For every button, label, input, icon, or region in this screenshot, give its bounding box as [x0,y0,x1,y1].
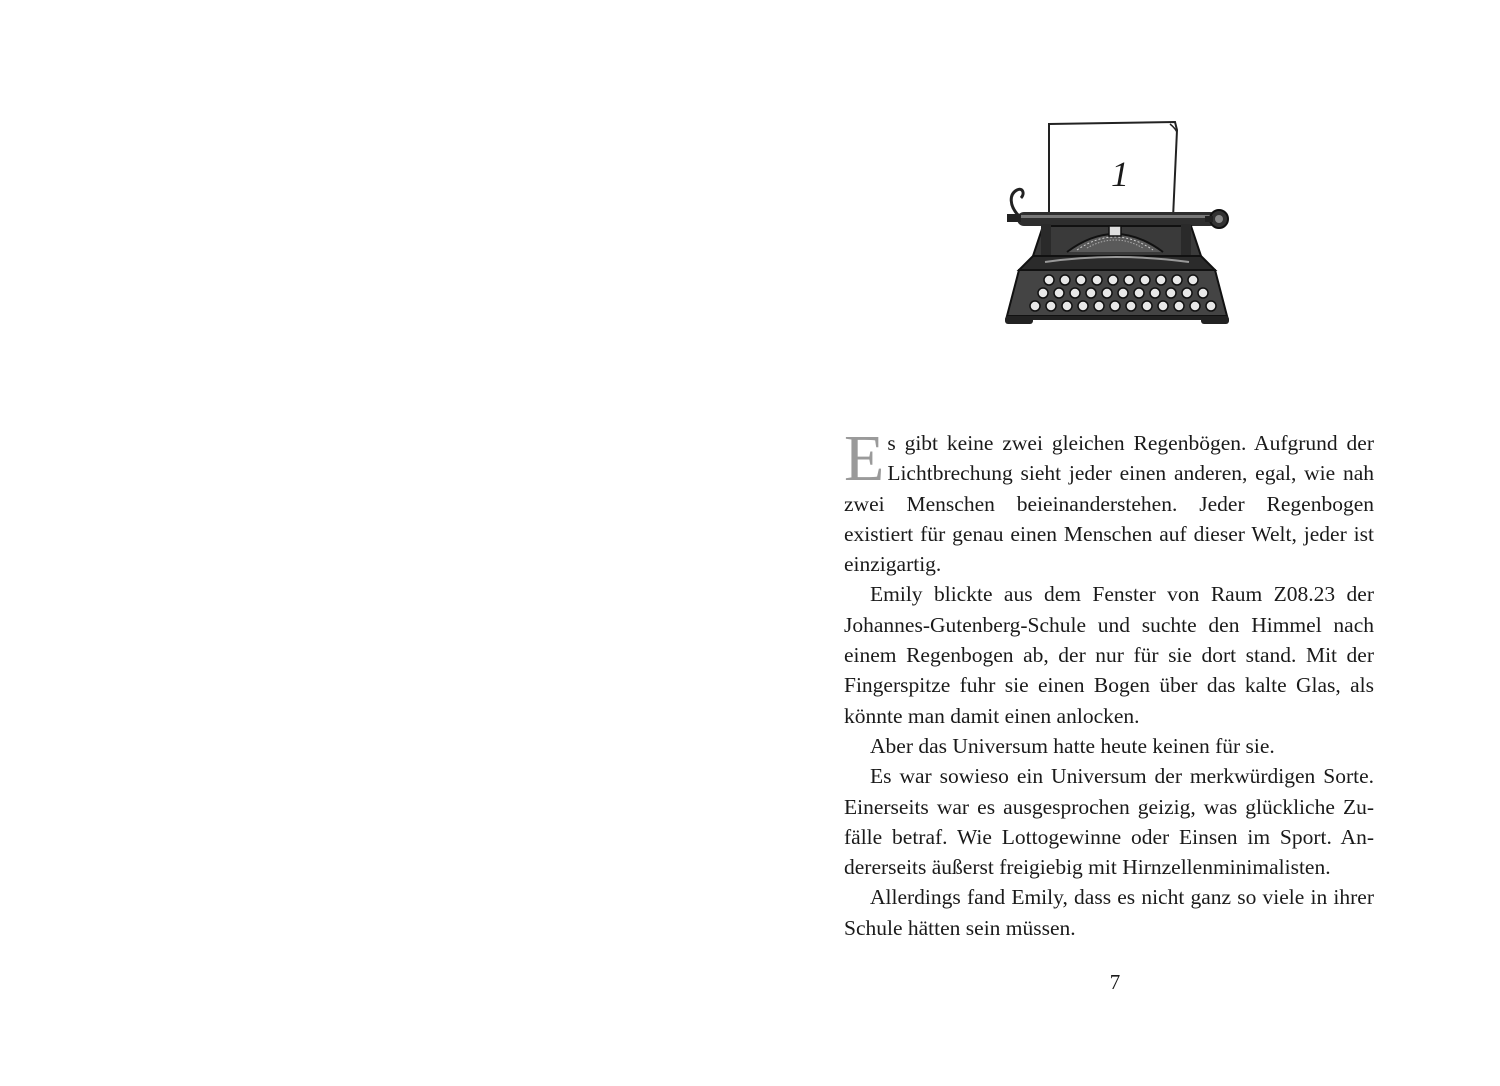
paragraph-2: Emily blickte aus dem Fenster von Raum Z08.23 der Johannes-Gutenberg-Schule und suchte den Himmel nach einem Regenbogen ab, der nur für sie dort stand. Mit der Fingerspitze fuhr sie einen Bogen über das kalte Glas, als könnte man damit einen anlocken. [844,582,1374,728]
chapter-text [844,422,1374,943]
chapter-number: 1 [1111,154,1129,194]
paragraph-4: Es war sowieso ein Universum der merkwürdigen Sorte. Einerseits war es ausgesprochen geizig, was glückliche Zufälle betraf. Wie Lottogewinne oder Einsen im Sport. Andererseits äußerst freigiebig mit Hirnzellenminimalisten. [844,764,1374,880]
paragraph-5: Allerdings fand Emily, dass es nicht ganz so viele in ihrer Schule hätten sein müssen. [844,885,1374,940]
right-page [750,0,1500,1086]
paragraph-1 [844,422,1374,579]
typewriter-icon [1005,120,1235,330]
page-number: 7 [1109,970,1121,994]
paragraph-3: Aber das Universum hatte heute keinen für sie. [870,733,1275,758]
dropcap: E [844,422,885,495]
paragraph-1-text: s gibt keine zwei gleichen Regenbögen. Aufgrund der Lichtbrechung sieht jeder einen anderen, egal, wie nah zwei Menschen beieinanderstehen. Jeder Regenbogen existiert für genau einen Menschen auf dieser Welt, jeder ist einzigartig. [844,431,1374,577]
